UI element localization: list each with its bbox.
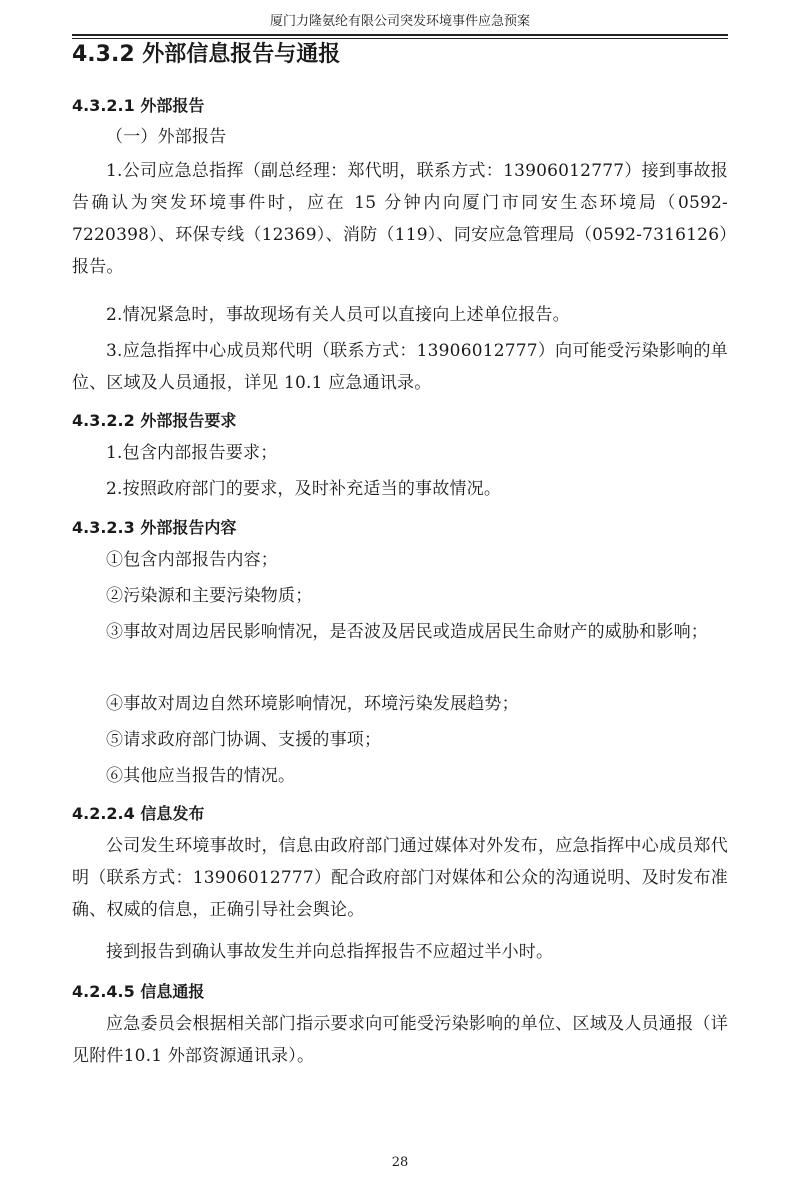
subsection-title-4245: 4.2.4.5 信息通报 <box>72 982 205 1001</box>
page-number: 28 <box>391 1155 409 1170</box>
paragraph-report-2: 2.情况紧急时，事故现场有关人员可以直接向上述单位报告。 <box>106 305 570 325</box>
list-item-content-3: ③事故对周边居民影响情况，是否波及居民或造成居民生命财产的威胁和影响； <box>106 622 708 642</box>
paragraph-notice-1: 应急委员会根据相关部门指示要求向可能受污染影响的单位、区域及人员通报（详见附件10.1 外部资源通讯录）。 <box>72 1014 728 1066</box>
paragraph-req-1: 1.包含内部报告要求； <box>106 443 278 463</box>
section-title: 4.3.2 外部信息报告与通报 <box>72 42 341 67</box>
paragraph-report-1: 1.公司应急总指挥（副总经理：郑代明，联系方式：13906012777）接到事故报告确认为突发环境事件时，应在 15 分钟内向厦门市同安生态环境局（0592-7220398）、环保专线（12369）、消防（119）、同安应急管理局（0592-7316126）报告。 <box>72 161 728 277</box>
paragraph-release-2: 接到报告到确认事故发生并向总指挥报告不应超过半小时。 <box>106 942 554 962</box>
subsection-title-4321: 4.3.2.1 外部报告 <box>72 96 205 115</box>
list-item-content-2: ②污染源和主要污染物质； <box>106 586 313 606</box>
header-rule <box>72 34 728 36</box>
header-rule-thin <box>72 38 728 39</box>
paragraph-req-2: 2.按照政府部门的要求，及时补充适当的事故情况。 <box>106 479 502 499</box>
paragraph-report-3: 3.应急指挥中心成员郑代明（联系方式：13906012777）向可能受污染影响的单位、区域及人员通报，详见 10.1 应急通讯录。 <box>72 341 728 393</box>
paragraph-sub: （一）外部报告 <box>106 127 227 147</box>
subsection-title-4323: 4.3.2.3 外部报告内容 <box>72 518 237 537</box>
subsection-title-4224: 4.2.2.4 信息发布 <box>72 804 205 823</box>
subsection-title-4322: 4.3.2.2 外部报告要求 <box>72 411 237 430</box>
list-item-content-6: ⑥其他应当报告的情况。 <box>106 766 296 786</box>
list-item-content-5: ⑤请求政府部门协调、支援的事项； <box>106 730 382 750</box>
list-item-content-4: ④事故对周边自然环境影响情况，环境污染发展趋势； <box>106 694 519 714</box>
list-item-content-1: ①包含内部报告内容； <box>106 550 278 570</box>
header-title: 厦门力隆氨纶有限公司突发环境事件应急预案 <box>269 14 530 29</box>
paragraph-release-1: 公司发生环境事故时，信息由政府部门通过媒体对外发布，应急指挥中心成员郑代明（联系方式：13906012777）配合政府部门对媒体和公众的沟通说明、及时发布准确、权威的信息，正确引导社会舆论。 <box>72 836 728 920</box>
